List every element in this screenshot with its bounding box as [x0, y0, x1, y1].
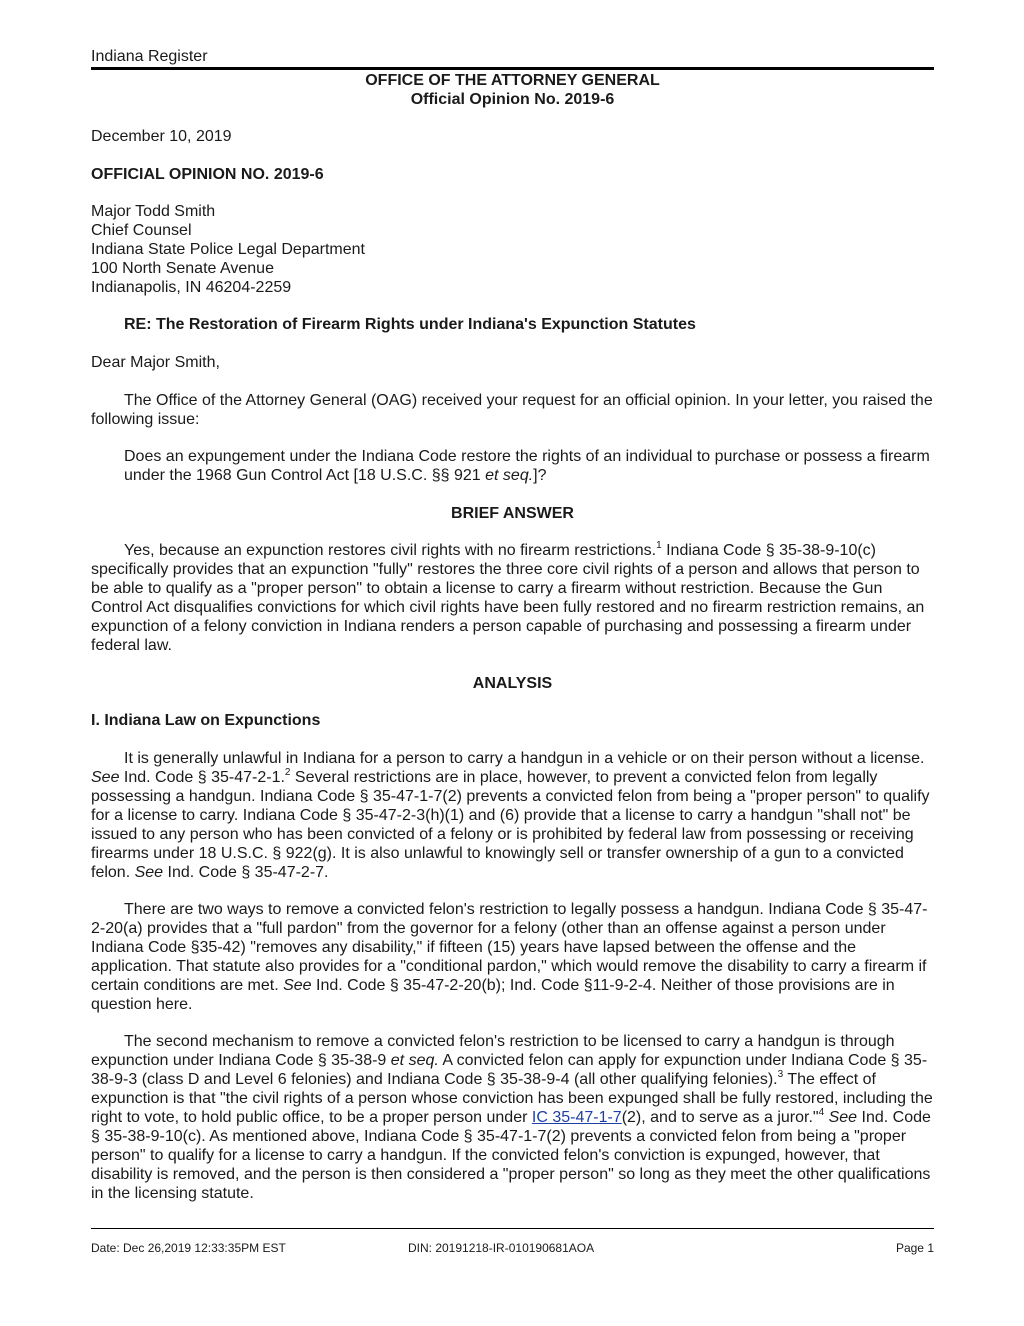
recipient-line: 100 North Senate Avenue	[91, 260, 274, 277]
p2-text-b: Ind. Code § 35-47-2-20(b); Ind. Code §11-9-2-4. Neither of those provisions are in question here.	[91, 977, 895, 1013]
p3-text-c: The effect of expunction is that "the civil rights of a person whose conviction has been expunged shall be fully restored, including the right to vote, to hold public office, to be a proper person under	[91, 1071, 933, 1126]
recipient-line: Indianapolis, IN 46204-2259	[91, 279, 292, 296]
footnote-ref-2: 2	[284, 766, 291, 778]
footer-rule	[91, 1228, 934, 1229]
question-italic: et seq.	[485, 467, 534, 484]
footnote-ref-3: 3	[777, 1068, 784, 1080]
recipient-line: Major Todd Smith	[91, 203, 216, 220]
p3-et-seq: et seq.	[390, 1052, 439, 1069]
footer-page-number: Page 1	[895, 1241, 934, 1255]
recipient-address	[91, 202, 934, 297]
p3-text-a: The second mechanism to remove a convicted felon's restriction to be licensed to carry a handgun is through expunction under Indiana Code § 35-38-9	[91, 1033, 895, 1069]
brief-answer-text: Yes, because an expunction restores civil rights with no firearm restrictions.	[124, 542, 657, 559]
question-end: ]?	[533, 467, 547, 484]
footnote-ref-1: 1	[656, 539, 662, 551]
p2-see: See	[283, 977, 312, 994]
p1-text-d: Ind. Code § 35-47-2-7.	[163, 864, 329, 881]
p1-text-b: Ind. Code § 35-47-2-1.	[119, 769, 285, 786]
question-paragraph	[124, 447, 934, 485]
re-line: RE: The Restoration of Firearm Rights under Indiana's Expunction Statutes	[124, 316, 696, 333]
official-opinion-title: OFFICIAL OPINION NO. 2019-6	[91, 166, 324, 183]
p3-text-b: A convicted felon can apply for expunction under Indiana Code § 35-38-9-3 (class D and Level 6 felonies) and Indiana Code § 35-38-9-4 (all other qualifying felonies).	[91, 1052, 928, 1088]
salutation: Dear Major Smith,	[91, 354, 220, 371]
p2-text-a: There are two ways to remove a convicted felon's restriction to legally possess a handgun. Indiana Code § 35-47-2-20(a) provides that a "full pardon" from the governor for a felony (other than an offense against a person under Indiana Code §35-42) "removes any disability," if fifteen (15) years have lapsed between the offense and the application. That statute also provides for a "conditional pardon," which would remove the disability to carry a firearm if certain conditions are met.	[91, 901, 928, 994]
p3-text-d: (2), and to serve as a juror."	[621, 1109, 819, 1126]
statute-link[interactable]: IC 35-47-1-7	[531, 1109, 622, 1126]
brief-answer-paragraph	[91, 541, 934, 655]
brief-answer-text-rest: Indiana Code § 35-38-9-10(c) specifically provides that an expunction "fully" restores the three core civil rights of a person and allows that person to be able to qualify as a "proper person" to obtain a license to carry a firearm without restriction. Because the Gun Control Act disqualifies convictions for which civil rights have been fully restored and no firearm restriction remains, an expunction of a felony conviction in Indiana renders a person capable of purchasing and possessing a firearm under federal law.	[91, 542, 925, 654]
header-rule	[91, 67, 934, 70]
analysis-paragraph-1	[91, 749, 934, 882]
opinion-number: Official Opinion No. 2019-6	[410, 91, 615, 108]
section-heading: I. Indiana Law on Expunctions	[91, 712, 321, 729]
recipient-line: Indiana State Police Legal Department	[91, 241, 365, 258]
analysis-paragraph-2	[91, 900, 934, 1014]
letter-date: December 10, 2019	[91, 128, 232, 145]
p3-see: See	[828, 1109, 858, 1126]
register-title: Indiana Register	[91, 48, 208, 65]
p1-see: See	[91, 769, 120, 786]
footer-date: Date: Dec 26,2019 12:33:35PM EST	[91, 1241, 286, 1255]
footer-din: DIN: 20191218-IR-010190681AOA	[408, 1241, 595, 1255]
brief-answer-heading: BRIEF ANSWER	[451, 505, 574, 522]
analysis-heading: ANALYSIS	[472, 675, 553, 692]
p3-text-e: Ind. Code § 35-38-9-10(c). As mentioned above, Indiana Code § 35-47-1-7(2) prevents a convicted felon from being a "proper person" to qualify for a license to carry a handgun. If the convicted felon's conviction is expunged, however, that disability is removed, and the person is then considered a "proper person" so long as they meet the other qualifications in the licensing statute.	[91, 1109, 931, 1202]
office-title: OFFICE OF THE ATTORNEY GENERAL	[365, 72, 660, 89]
footnote-ref-4: 4	[818, 1106, 825, 1118]
intro-paragraph: The Office of the Attorney General (OAG) received your request for an official opinion. In your letter, you raised the following issue:	[91, 392, 933, 428]
recipient-line: Chief Counsel	[91, 222, 192, 239]
analysis-paragraph-3	[91, 1032, 934, 1203]
p1-see-2: See	[134, 864, 164, 881]
p1-text-c: Several restrictions are in place, however, to prevent a convicted felon from legally possessing a handgun. Indiana Code § 35-47-1-7(2) prevents a convicted felon from being a "proper person" to qualify for a license to carry. Indiana Code § 35-47-2-3(h)(1) and (6) provide that a license to carry a handgun "shall not" be issued to any person who has been convicted of a felony or is prohibited by federal law from possessing or receiving firearms under 18 U.S.C. § 922(g). It is also unlawful to knowingly sell or transfer ownership of a gun to a convicted felon.	[91, 769, 930, 881]
p1-text-a: It is generally unlawful in Indiana for a person to carry a handgun in a vehicle or on their person without a license.	[124, 750, 925, 767]
question-text: Does an expungement under the Indiana Code restore the rights of an individual to purchase or possess a firearm under the 1968 Gun Control Act [18 U.S.C. §§ 921	[124, 448, 930, 484]
